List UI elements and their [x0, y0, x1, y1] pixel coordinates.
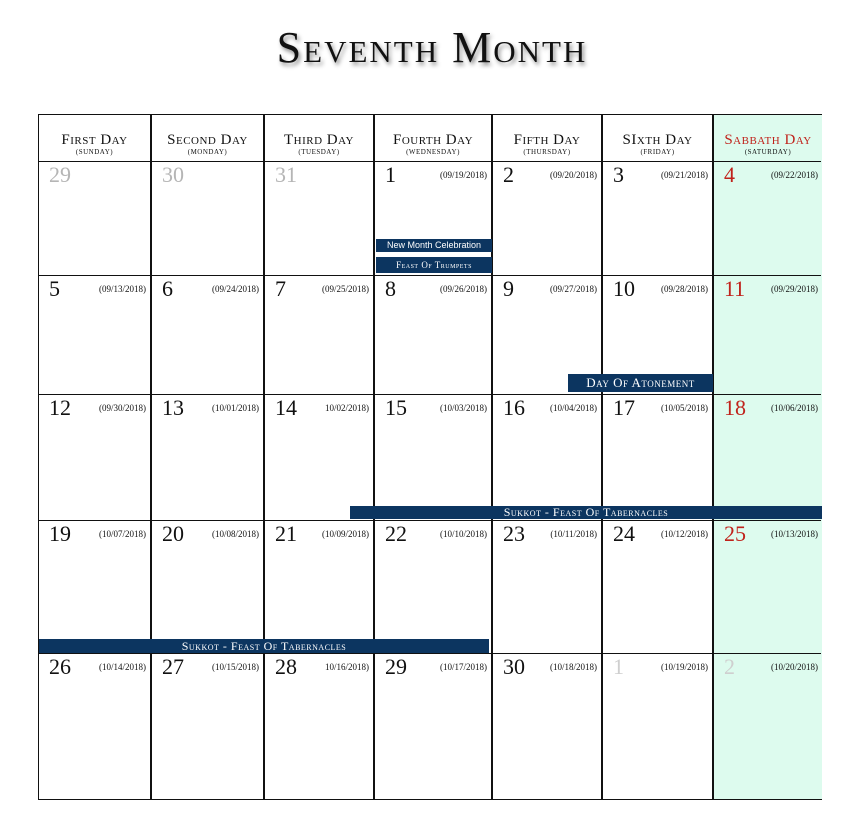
- day-cell-sabbath[interactable]: [714, 162, 822, 275]
- header-name: First Day: [61, 132, 128, 148]
- header-name: Second Day: [167, 132, 248, 148]
- day-cell[interactable]: [375, 395, 491, 520]
- gregorian-date: (09/27/2018): [550, 284, 597, 294]
- day-number: 1: [385, 162, 396, 187]
- header-sabbath-day: [714, 115, 822, 161]
- gregorian-date: (10/12/2018): [661, 529, 708, 539]
- gregorian-date: (09/29/2018): [771, 284, 818, 294]
- event-feast-of-trumpets[interactable]: Feast Of Trumpets: [376, 257, 492, 273]
- header-sixth-day: [603, 115, 712, 161]
- event-sukkot-week-three[interactable]: Sukkot - Feast Of Tabernacles: [350, 506, 822, 519]
- header-name: Sabbath Day: [724, 132, 812, 148]
- gregorian-date: 10/02/2018): [325, 403, 369, 413]
- day-number: 16: [503, 395, 525, 420]
- header-name: Third Day: [283, 132, 354, 148]
- header-sub: (SUNDAY): [75, 148, 114, 156]
- day-cell-sabbath[interactable]: [714, 276, 822, 394]
- day-cell[interactable]: [265, 395, 373, 520]
- day-cell[interactable]: [265, 521, 373, 653]
- day-number: 11: [724, 276, 746, 301]
- header-third-day: [265, 115, 373, 161]
- day-number: 7: [275, 276, 286, 301]
- day-cell[interactable]: [493, 395, 601, 520]
- day-number: 25: [724, 521, 746, 546]
- header-fourth-day: [375, 115, 491, 161]
- page-title: Seventh Month: [276, 23, 588, 72]
- day-cell[interactable]: [265, 654, 373, 799]
- day-cell[interactable]: [152, 654, 263, 799]
- header-sub: (FRIDAY): [640, 148, 675, 156]
- header-name: SIxth Day: [622, 132, 693, 148]
- day-cell[interactable]: [493, 162, 601, 275]
- day-number: 6: [162, 276, 173, 301]
- event-sukkot-week-four[interactable]: Sukkot - Feast Of Tabernacles: [39, 639, 489, 653]
- day-cell[interactable]: [603, 162, 712, 275]
- header-second-day: [152, 115, 263, 161]
- gregorian-date: (09/19/2018): [440, 170, 487, 180]
- day-number: 1: [613, 654, 624, 679]
- day-number: 30: [503, 654, 525, 679]
- gregorian-date: (09/26/2018): [440, 284, 487, 294]
- day-number: 29: [49, 162, 71, 187]
- day-number: 31: [275, 162, 297, 187]
- gregorian-date: (10/10/2018): [440, 529, 487, 539]
- day-cell-sabbath[interactable]: [714, 521, 822, 653]
- header-first-day: [39, 115, 150, 161]
- day-number: 15: [385, 395, 407, 420]
- header-sub: (TUESDAY): [298, 148, 340, 156]
- day-cell[interactable]: [493, 521, 601, 653]
- day-number: 19: [49, 521, 71, 546]
- gregorian-date: (10/01/2018): [212, 403, 259, 413]
- day-number: 10: [613, 276, 635, 301]
- day-number: 12: [49, 395, 71, 420]
- day-cell[interactable]: [375, 276, 491, 394]
- day-number: 2: [503, 162, 514, 187]
- day-number: 29: [385, 654, 407, 679]
- day-number: 24: [613, 521, 635, 546]
- header-fifth-day: [493, 115, 601, 161]
- day-cell[interactable]: [39, 521, 150, 653]
- day-number: 5: [49, 276, 60, 301]
- gregorian-date: (09/20/2018): [550, 170, 597, 180]
- day-cell-sabbath[interactable]: [714, 654, 822, 799]
- day-cell[interactable]: [39, 395, 150, 520]
- day-cell[interactable]: [152, 395, 263, 520]
- gregorian-date: (10/08/2018): [212, 529, 259, 539]
- gregorian-date: (09/13/2018): [99, 284, 146, 294]
- day-cell[interactable]: [603, 521, 712, 653]
- day-number: 14: [275, 395, 297, 420]
- gregorian-date: (10/11/2018): [550, 529, 597, 539]
- day-cell[interactable]: [39, 276, 150, 394]
- day-cell[interactable]: [152, 162, 263, 275]
- day-number: 2: [724, 654, 735, 679]
- day-cell[interactable]: [603, 395, 712, 520]
- gregorian-date: (10/09/2018): [322, 529, 369, 539]
- day-cell[interactable]: [603, 654, 712, 799]
- gregorian-date: (10/06/2018): [771, 403, 818, 413]
- day-number: 13: [162, 395, 184, 420]
- day-number: 30: [162, 162, 184, 187]
- day-number: 18: [724, 395, 746, 420]
- header-name: Fifth Day: [513, 132, 581, 148]
- gregorian-date: (09/21/2018): [661, 170, 708, 180]
- gregorian-date: (10/07/2018): [99, 529, 146, 539]
- gregorian-date: (10/03/2018): [440, 403, 487, 413]
- gregorian-date: (09/28/2018): [661, 284, 708, 294]
- gregorian-date: (09/30/2018): [99, 403, 146, 413]
- gregorian-date: (09/25/2018): [322, 284, 369, 294]
- day-cell[interactable]: [265, 162, 373, 275]
- day-cell[interactable]: [152, 521, 263, 653]
- event-new-month-celebration[interactable]: New Month Celebration: [376, 239, 492, 252]
- gregorian-date: (10/04/2018): [550, 403, 597, 413]
- gregorian-date: (09/22/2018): [771, 170, 818, 180]
- gregorian-date: (10/18/2018): [550, 662, 597, 672]
- day-cell-sabbath[interactable]: [714, 395, 822, 520]
- gregorian-date: (10/17/2018): [440, 662, 487, 672]
- day-cell[interactable]: [39, 162, 150, 275]
- gregorian-date: (10/20/2018): [771, 662, 818, 672]
- day-cell[interactable]: [39, 654, 150, 799]
- day-number: 22: [385, 521, 407, 546]
- header-sub: (SATURDAY): [744, 148, 792, 156]
- day-number: 28: [275, 654, 297, 679]
- header-sub: (MONDAY): [187, 148, 228, 156]
- day-cell[interactable]: [152, 276, 263, 394]
- day-number: 23: [503, 521, 525, 546]
- gregorian-date: (10/13/2018): [771, 529, 818, 539]
- gregorian-date: (10/19/2018): [661, 662, 708, 672]
- day-number: 26: [49, 654, 71, 679]
- gregorian-date: (10/05/2018): [661, 403, 708, 413]
- header-sub: (WEDNESDAY): [406, 148, 460, 156]
- day-number: 9: [503, 276, 514, 301]
- header-sub: (THURSDAY): [523, 148, 571, 156]
- event-day-of-atonement[interactable]: Day Of Atonement: [568, 374, 713, 392]
- gregorian-date: (10/14/2018): [99, 662, 146, 672]
- day-cell[interactable]: [493, 654, 601, 799]
- day-number: 3: [613, 162, 624, 187]
- calendar-grid: [38, 114, 822, 800]
- day-number: 21: [275, 521, 297, 546]
- gregorian-date: 10/16/2018): [325, 662, 369, 672]
- header-name: Fourth Day: [392, 132, 474, 148]
- gregorian-date: (10/15/2018): [212, 662, 259, 672]
- day-cell[interactable]: [375, 521, 491, 653]
- day-number: 8: [385, 276, 396, 301]
- day-number: 4: [724, 162, 735, 187]
- day-cell[interactable]: [265, 276, 373, 394]
- day-number: 17: [613, 395, 635, 420]
- day-number: 20: [162, 521, 184, 546]
- day-cell[interactable]: [375, 654, 491, 799]
- gregorian-date: (09/24/2018): [212, 284, 259, 294]
- day-number: 27: [162, 654, 184, 679]
